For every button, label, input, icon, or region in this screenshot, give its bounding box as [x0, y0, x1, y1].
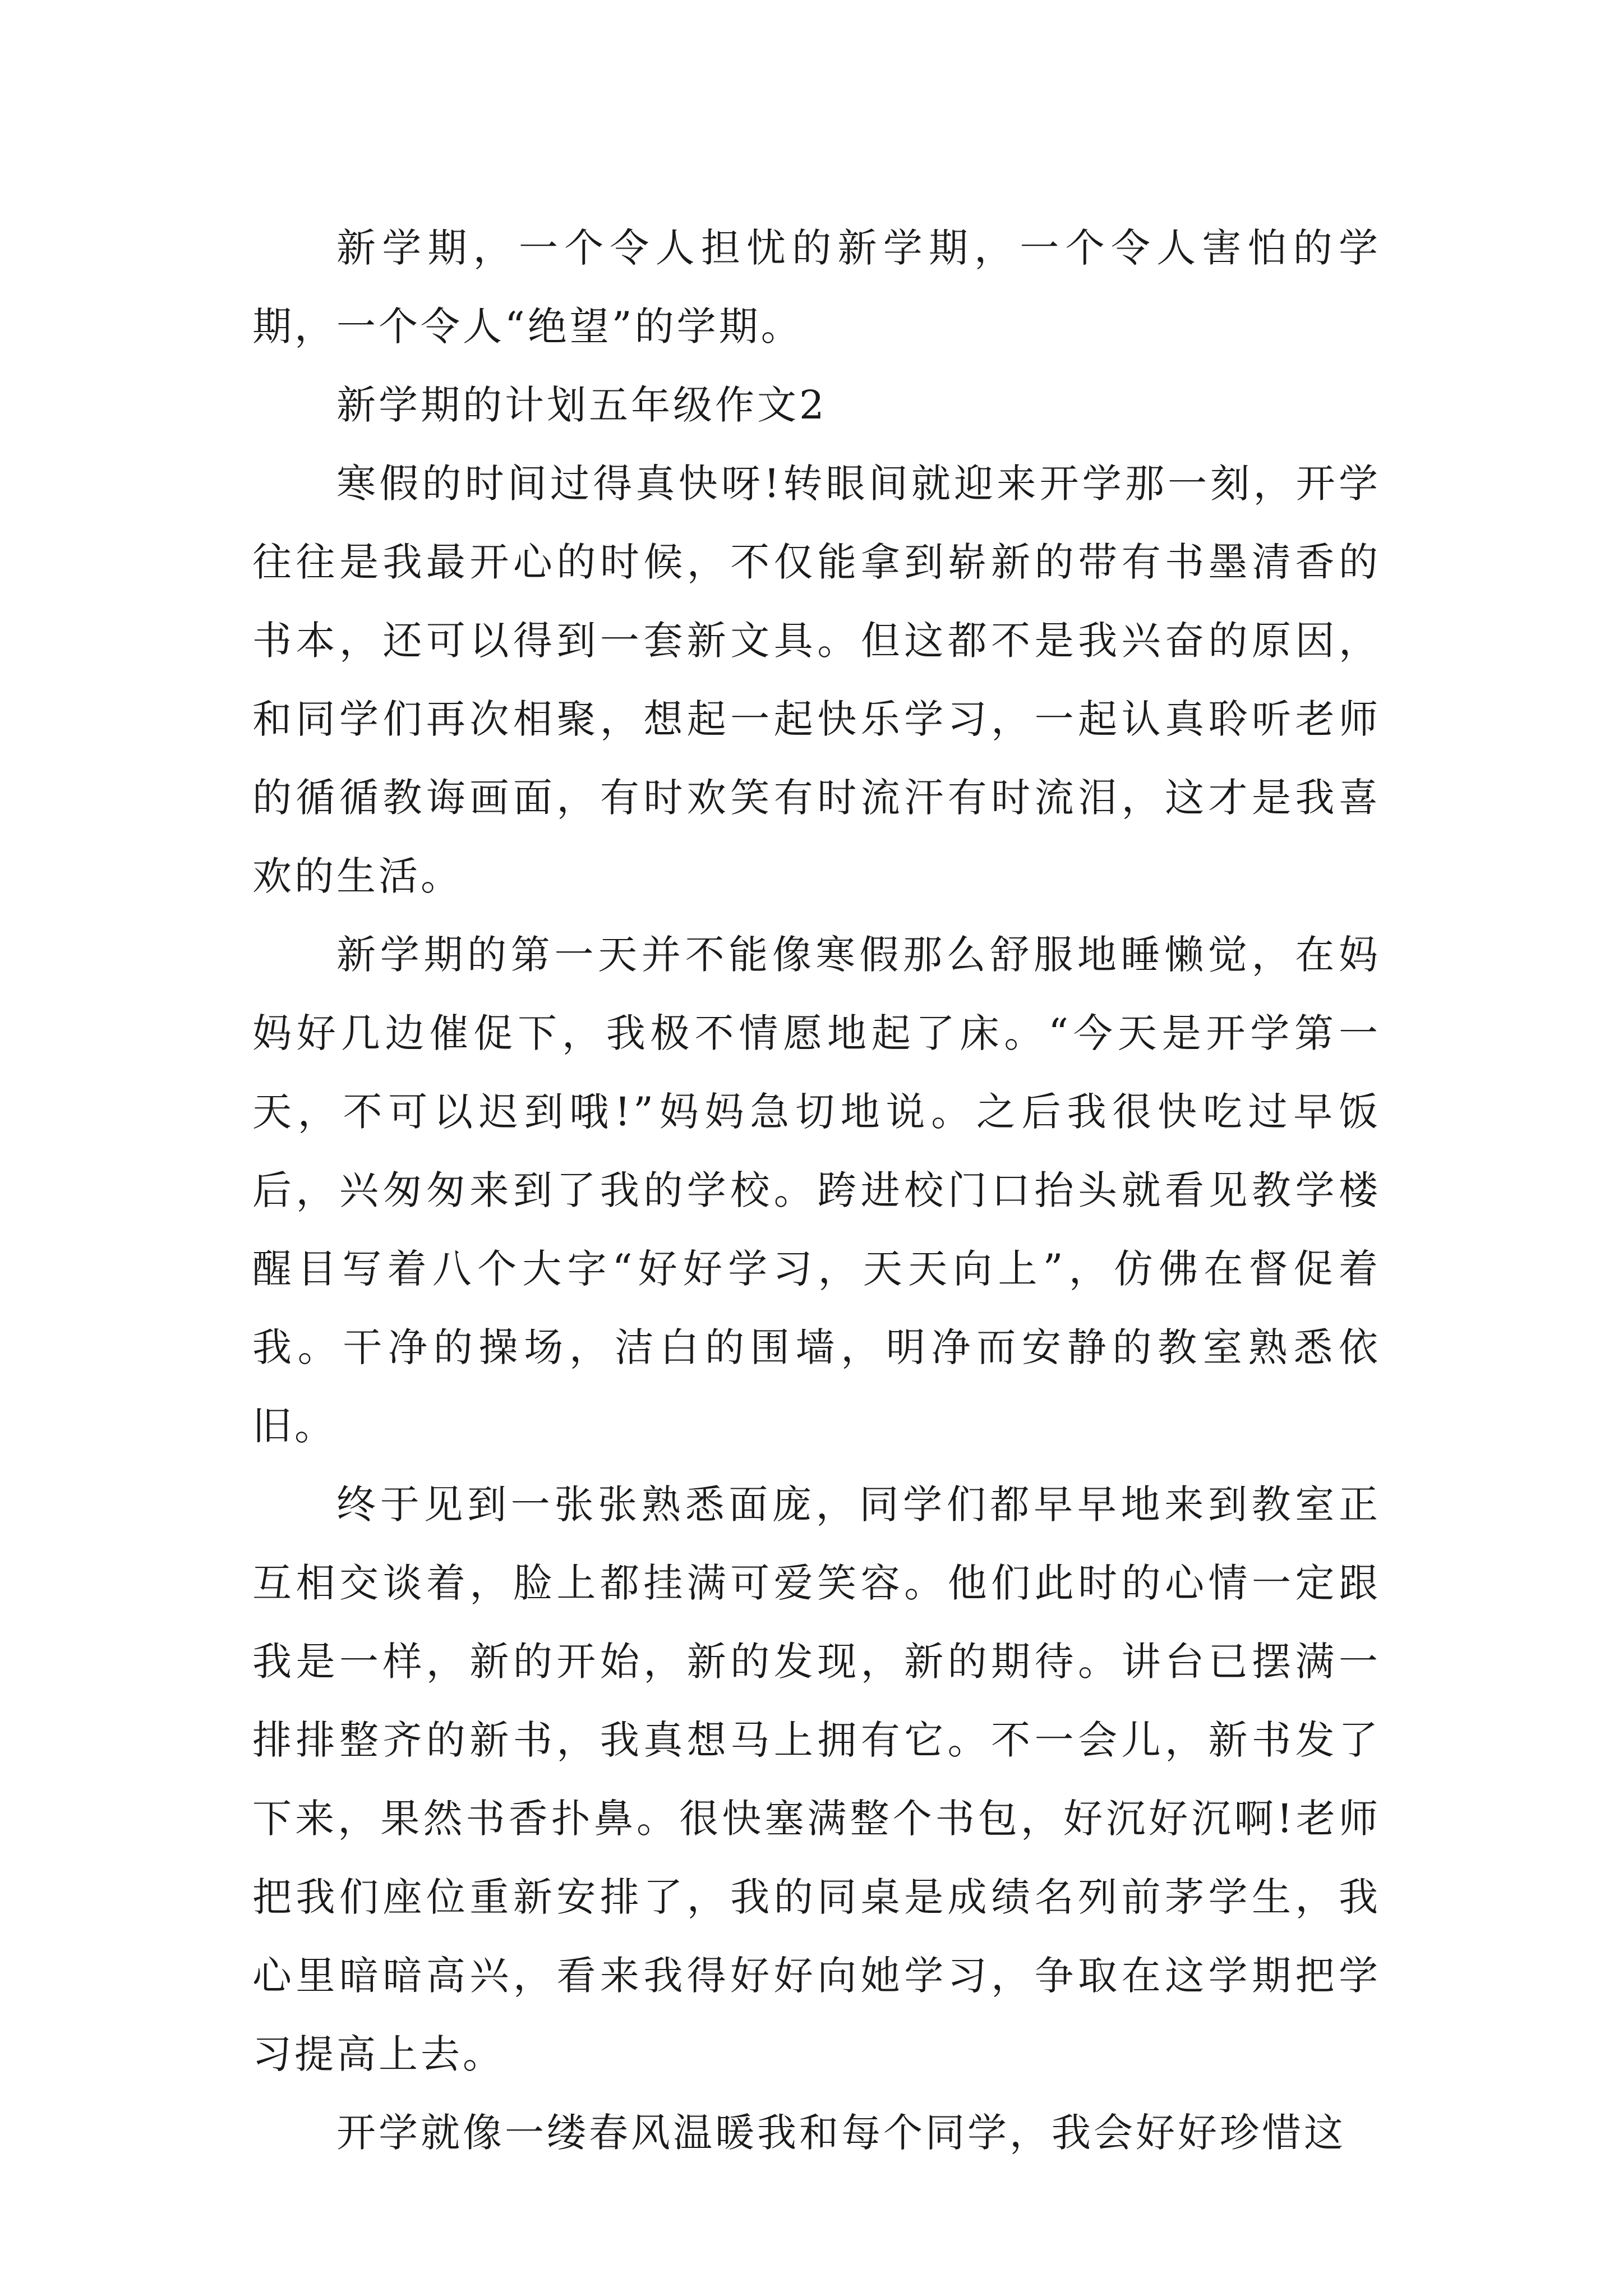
section-heading: 新学期的计划五年级作文2 [336, 382, 827, 428]
paragraph-5: 开学就像一缕春风温暖我和每个同学，我会好好珍惜这 [336, 2110, 1346, 2156]
paragraph-4: 终于见到一张张熟悉面庞，同学们都早早地来到教室正互相交谈着，脸上都挂满可爱笑容。他们此时的心情一定跟我是一样，新的开始，新的发现，新的期待。讲台已摆满一排排整齐的新书，我真想马上拥有它。不一会儿，新书发了下来，果然书香扑鼻。很快塞满整个书包，好沉好沉啊!老师把我们座位重新安排了，我的同桌是成绩名列前茅学生，我心里暗暗高兴，看来我得好好向她学习，争取在这学期把学习提高上去。 [252, 1481, 1381, 2077]
paragraph-1: 新学期，一个令人担忧的新学期，一个令人害怕的学期，一个令人“绝望”的学期。 [252, 225, 1381, 349]
paragraph-3: 新学期的第一天并不能像寒假那么舒服地睡懒觉，在妈妈好几边催促下，我极不情愿地起了床。“今天是开学第一天，不可以迟到哦!”妈妈急切地说。之后我很快吃过早饭后，兴匆匆来到了我的学校。跨进校门口抬头就看见教学楼醒目写着八个大字“好好学习，天天向上”，仿佛在督促着我。干净的操场，洁白的围墙，明净而安静的教室熟悉依旧。 [252, 932, 1381, 1449]
paragraph-2: 寒假的时间过得真快呀!转眼间就迎来开学那一刻，开学往往是我最开心的时候，不仅能拿到崭新的带有书墨清香的书本，还可以得到一套新文具。但这都不是我兴奋的原因，和同学们再次相聚，想起一起快乐学习，一起认真聆听老师的循循教诲画面，有时欢笑有时流汗有时流泪，这才是我喜欢的生活。 [252, 461, 1381, 899]
document-body [252, 209, 1381, 2172]
